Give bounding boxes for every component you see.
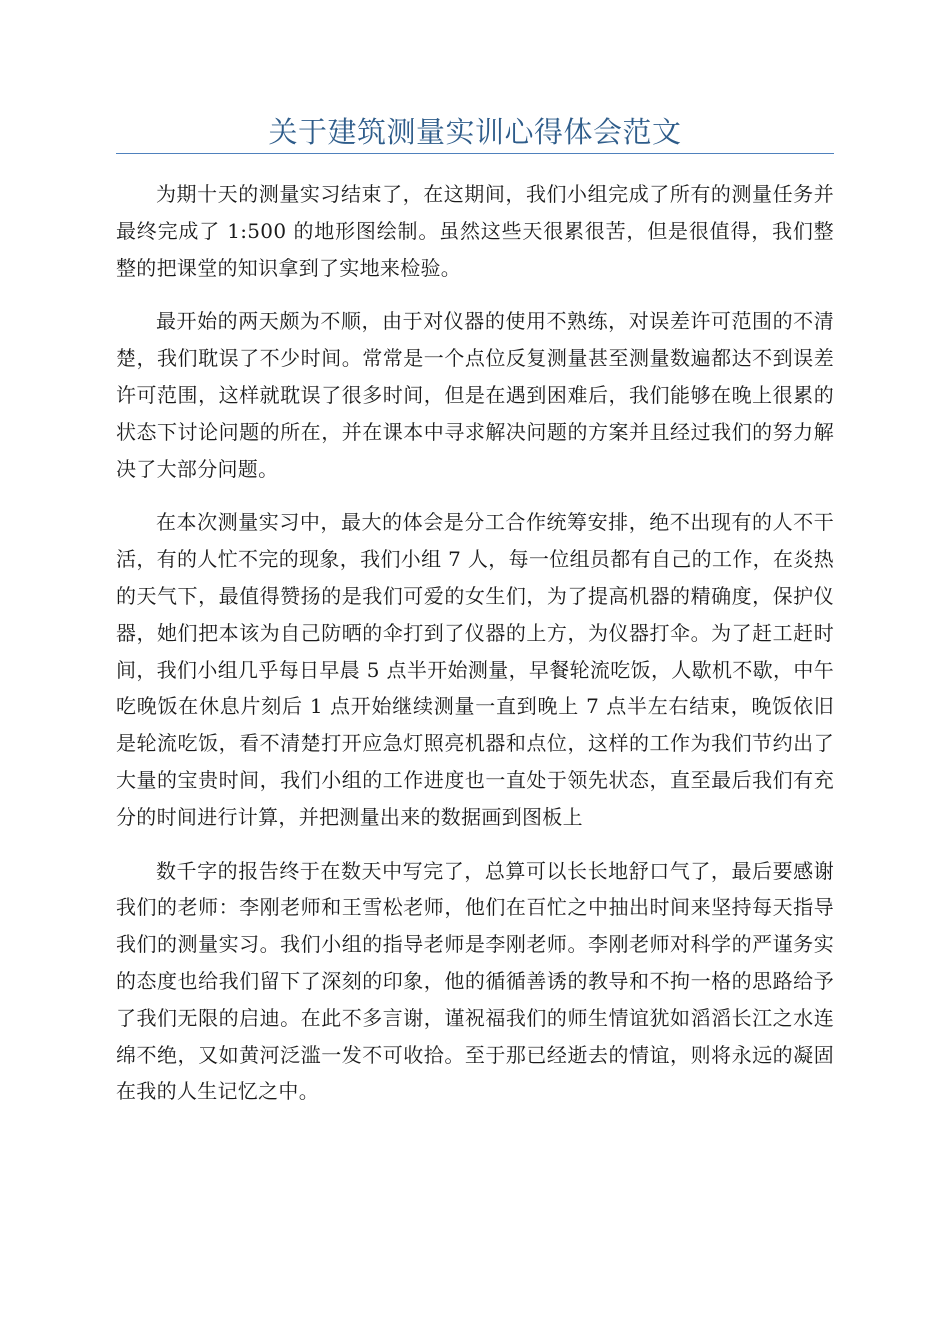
paragraph-1: 为期十天的测量实习结束了，在这期间，我们小组完成了所有的测量任务并最终完成了 1:500 的地形图绘制。虽然这些天很累很苦，但是很值得，我们整整的把课堂的知识拿到了实地来检验。 [116,182,834,280]
paragraph-4: 数千字的报告终于在数天中写完了，总算可以长长地舒口气了，最后要感谢我们的老师：李刚老师和王雪松老师，他们在百忙之中抽出时间来坚持每天指导我们的测量实习。我们小组的指导老师是李刚老师。李刚老师对科学的严谨务实的态度也给我们留下了深刻的印象，他的循循善诱的教导和不拘一格的思路给予了我们无限的启迪。在此不多言谢，谨祝福我们的师生情谊犹如滔滔长江之水连绵不绝，又如黄河泛滥一发不可收拾。至于那已经逝去的情谊，则将永远的凝固在我的人生记忆之中。 [116,858,834,1104]
paragraph-3: 在本次测量实习中，最大的体会是分工合作统筹安排，绝不出现有的人不干活，有的人忙不完的现象，我们小组 7 人，每一位组员都有自己的工作，在炎热的天气下，最值得赞扬的是我们可爱的女生们，为了提高机器的精确度，保护仪器，她们把本该为自己防晒的伞打到了仪器的上方，为仪器打伞。为了赶工赶时间，我们小组几乎每日早晨 5 点半开始测量，早餐轮流吃饭，人歇机不歇，中午吃晚饭在休息片刻后 1 点开始继续测量一直到晚上 7 点半左右结束，晚饭依旧是轮流吃饭，看不清楚打开应急灯照亮机器和点位，这样的工作为我们节约出了大量的宝贵时间，我们小组的工作进度也一直处于领先状态，直至最后我们有充分的时间进行计算，并把测量出来的数据画到图板上 [116,510,834,829]
title-underline [116,153,834,154]
document-title: 关于建筑测量实训心得体会范文 [268,115,682,149]
paragraph-2: 最开始的两天颇为不顺，由于对仪器的使用不熟练，对误差许可范围的不清楚，我们耽误了不少时间。常常是一个点位反复测量甚至测量数遍都达不到误差许可范围，这样就耽误了很多时间，但是在遇到困难后，我们能够在晚上很累的状态下讨论问题的所在，并在课本中寻求解决问题的方案并且经过我们的努力解决了大部分问题。 [116,309,834,481]
document-body [116,176,834,1127]
